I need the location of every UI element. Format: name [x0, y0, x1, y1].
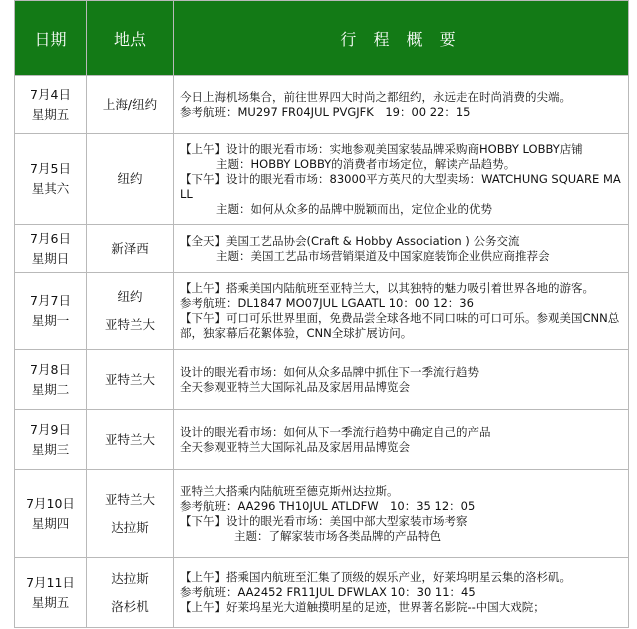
weekday-text: 星期五 [31, 106, 70, 122]
date-text: 7月8日 [30, 361, 71, 377]
header-summary: 行 程 概 要 [174, 1, 629, 76]
table-row [15, 134, 629, 225]
location-text: 纽约 [117, 289, 143, 304]
summary-cell [174, 225, 629, 273]
summary-line: 参考航班：DL1847 MO07JUL LGAATL 10：00 12：36 [180, 296, 474, 310]
date-cell [15, 350, 87, 410]
date-text: 7月6日 [30, 230, 71, 246]
table-row [15, 470, 629, 558]
weekday-text: 星期四 [31, 515, 70, 531]
summary-line: 主题：如何从众多的品牌中脱颖而出，定位企业的优势 [216, 201, 492, 216]
weekday-text: 星期日 [31, 250, 70, 266]
location-text: 上海/纽约 [102, 96, 158, 112]
summary-line: 全天参观亚特兰大国际礼品及家居用品博览会 [180, 439, 410, 454]
summary-cell [174, 350, 629, 410]
summary-line: 参考航班：AA2452 FR11JUL DFWLAX 10：30 11：45 [180, 585, 476, 599]
date-text: 7月7日 [30, 293, 71, 308]
summary-cell [174, 410, 629, 470]
date-text: 7月4日 [30, 86, 71, 102]
summary-cell [174, 470, 629, 558]
weekday-text: 星期三 [31, 441, 70, 457]
summary-line: 今日上海机场集合，前往世界四大时尚之都纽约，永远走在时尚消费的尖端。 [180, 89, 571, 104]
location-text: 亚特兰大 [104, 431, 155, 447]
weekday-text: 星期二 [31, 381, 70, 397]
location-text: 新泽西 [111, 240, 149, 256]
summary-cell [174, 273, 629, 350]
location-text: 亚特兰大 [104, 491, 155, 507]
location-cell [87, 470, 174, 558]
summary-line: 【下午】设计的眼光看市场：83000平方英尺的大型卖场：WATCHUNG SQUARE MALL [180, 171, 621, 201]
location-text: 亚特兰大 [104, 371, 155, 387]
date-text: 7月11日 [26, 574, 75, 590]
weekday-text: 星其六 [31, 181, 70, 196]
summary-line: 主题：美国工艺品市场营销渠道及中国家庭装饰企业供应商推荐会 [216, 248, 550, 263]
table-row [15, 273, 629, 350]
location-cell [87, 225, 174, 273]
table-row [15, 410, 629, 470]
summary-line: 【下午】可口可乐世界里面，免费品尝全球各地不同口味的可口可乐。参观美国CNN总部，独家幕后花絮体验，CNN全球扩展访问。 [180, 311, 620, 340]
weekday-text: 星期一 [31, 313, 70, 328]
location-text: 达拉斯 [111, 570, 149, 586]
summary-line: 【上午】搭乘国内航班至汇集了顶级的娱乐产业，好莱坞明星云集的洛杉矶。 [180, 570, 571, 584]
summary-line: 设计的眼光看市场：如何从众多品牌中抓住下一季流行趋势 [180, 364, 479, 379]
location-text: 洛杉机 [111, 598, 149, 614]
date-cell [15, 558, 87, 628]
summary-line: 【上午】设计的眼光看市场：实地参观美国家装品牌采购商HOBBY LOBBY店铺 [180, 141, 583, 156]
date-cell [15, 134, 87, 225]
location-cell [87, 558, 174, 628]
summary-line: 【上午】好莱坞星光大道触摸明星的足迹，世界著名影院--中国大戏院； [180, 600, 545, 614]
summary-cell [174, 76, 629, 134]
summary-line: 参考航班：MU297 FR04JUL PVGJFK 19：00 22：15 [180, 104, 471, 119]
summary-line: 参考航班：AA296 TH10JUL ATLDFW 10：35 12：05 [180, 498, 476, 513]
summary-line: 主题：了解家装市场各类品牌的产品特色 [234, 528, 441, 543]
location-text: 亚特兰大 [104, 317, 155, 332]
itinerary-table [14, 0, 629, 628]
summary-line: 全天参观亚特兰大国际礼品及家居用品博览会 [180, 379, 410, 394]
summary-line: 【上午】搭乘美国内陆航班至亚特兰大，以其独特的魅力吸引着世界各地的游客。 [180, 281, 594, 295]
summary-line: 【全天】美国工艺品协会(Craft & Hobby Association ) 公务交流 [180, 233, 520, 248]
summary-cell [174, 134, 629, 225]
summary-line: 设计的眼光看市场：如何从下一季流行趋势中确定自己的产品 [180, 424, 491, 439]
table-row [15, 76, 629, 134]
weekday-text: 星期五 [31, 594, 70, 610]
location-text: 纽约 [117, 171, 143, 186]
location-cell [87, 273, 174, 350]
date-cell [15, 410, 87, 470]
summary-line: 亚特兰大搭乘内陆航班至德克斯州达拉斯。 [180, 483, 399, 498]
location-cell [87, 410, 174, 470]
date-cell [15, 225, 87, 273]
date-text: 7月9日 [30, 421, 71, 437]
location-text: 达拉斯 [111, 519, 149, 535]
header-location: 地点 [87, 1, 174, 76]
date-text: 7月10日 [26, 495, 75, 511]
table-header-row [15, 1, 629, 76]
date-text: 7月5日 [30, 161, 71, 176]
summary-line: 主题：HOBBY LOBBY的消费者市场定位，解读产品趋势。 [216, 156, 516, 171]
table-row [15, 350, 629, 410]
summary-cell [174, 558, 629, 628]
header-date: 日期 [15, 1, 87, 76]
date-cell [15, 470, 87, 558]
summary-line: 【下午】设计的眼光看市场：美国中部大型家装市场考察 [180, 513, 468, 528]
location-cell [87, 350, 174, 410]
location-cell [87, 134, 174, 225]
date-cell [15, 273, 87, 350]
location-cell [87, 76, 174, 134]
table-row [15, 225, 629, 273]
table-row [15, 558, 629, 628]
date-cell [15, 76, 87, 134]
